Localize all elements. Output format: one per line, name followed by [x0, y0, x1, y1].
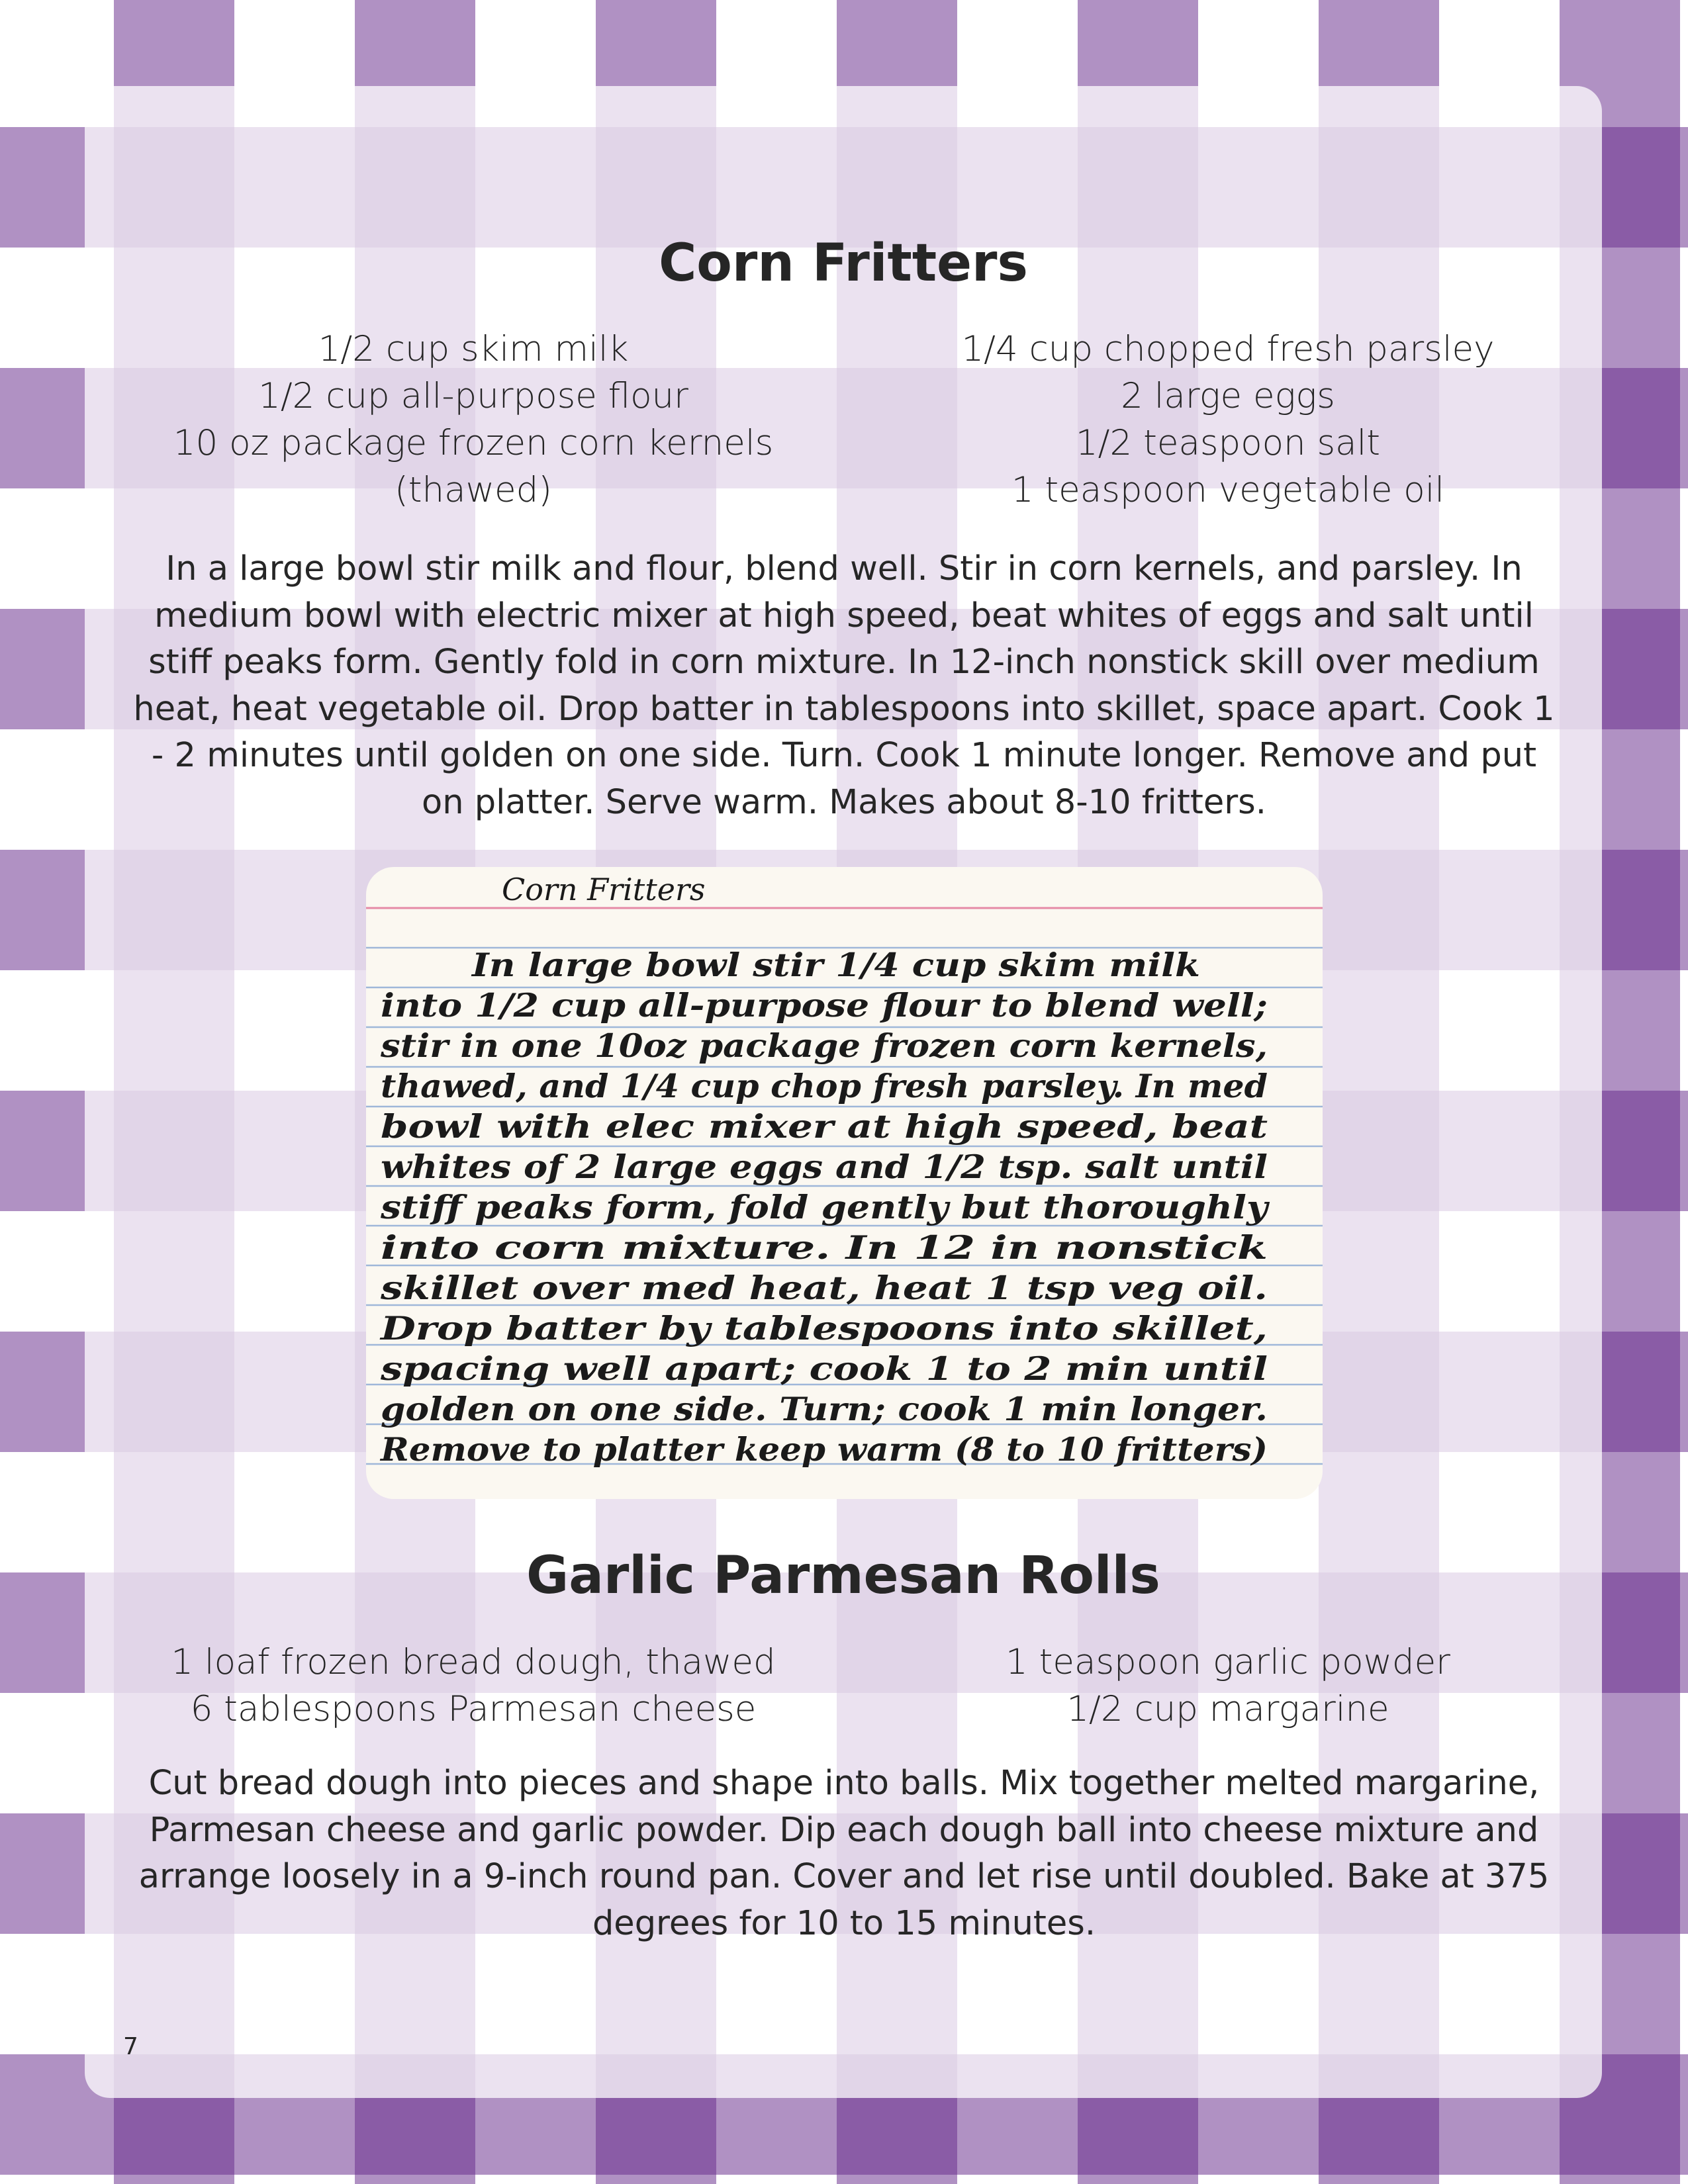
card-handwritten-line: thawed, and 1/4 cup chop fresh parsley. In med [381, 1067, 1268, 1105]
recipe-title-corn-fritters: Corn Fritters [659, 234, 1028, 293]
ingredient-line: 1/4 cup chopped fresh parsley [961, 329, 1495, 369]
ingredient-line: 1/2 cup margarine [1066, 1689, 1389, 1729]
ingredient-line: 1/2 cup skim milk [318, 329, 629, 369]
method-corn-fritters: In a large bowl stir milk and flour, blend well. Stir in corn kernels, and parsley. In medium bowl with electric mixer at high speed, beat whites of eggs and salt until stiff peaks form. Gently fold in corn mixture. In 12-inch nonstick skill over medium heat, heat vegetable oil. Drop batter in tablespoons into skillet, space apart. Cook 1 - 2 minutes until golden on one side. Turn. Cook 1 minute longer. Remove and put on platter. Serve warm. Makes about 8-10 fritters. [133, 549, 1555, 822]
ingredients-left-corn-fritters [152, 326, 794, 514]
ingredient-line: 1 teaspoon garlic powder [1006, 1642, 1450, 1682]
card-handwritten-line: golden on one side. Turn; cook 1 min longer. [381, 1390, 1268, 1428]
ingredient-line: 1 teaspoon vegetable oil [1011, 470, 1445, 510]
card-heading: Corn Fritters [502, 872, 706, 907]
ingredient-line: 6 tablespoons Parmesan cheese [190, 1689, 757, 1729]
card-handwritten-line: skillet over med heat, heat 1 tsp veg oil. [379, 1269, 1268, 1307]
card-handwritten-line: Drop batter by tablespoons into skillet, [379, 1309, 1268, 1347]
card-handwritten-line: Remove to platter keep warm (8 to 10 fritters) [379, 1430, 1268, 1469]
recipe-title-garlic-parmesan-rolls: Garlic Parmesan Rolls [526, 1546, 1160, 1606]
method-garlic-rolls: Cut bread dough into pieces and shape into balls. Mix together melted margarine, Parmesan cheese and garlic powder. Dip each dough ball into cheese mixture and arrange loosely in a 9-inch round pan. Cover and let rise until doubled. Bake at 375 degrees for 10 to 15 minutes. [138, 1764, 1550, 1943]
card-handwritten-line: into 1/2 cup all-purpose flour to blend well; [381, 986, 1268, 1024]
ingredient-line: 10 oz package frozen corn kernels [173, 423, 774, 463]
ingredient-line: 1/2 cup all-purpose flour [258, 376, 688, 416]
card-handwritten-line: bowl with elec mixer at high speed, beat [381, 1107, 1268, 1146]
card-handwritten-line: In large bowl stir 1/4 cup skim milk [470, 946, 1201, 984]
card-handwritten-line: into corn mixture. In 12 in nonstick [381, 1228, 1268, 1267]
card-handwritten-lines [379, 946, 1270, 1469]
ingredients-left-garlic-rolls [152, 1639, 794, 1733]
recipe-card-image [366, 867, 1323, 1499]
ingredients-right-corn-fritters [907, 326, 1549, 514]
ingredients-right-garlic-rolls [907, 1639, 1549, 1733]
ingredient-line: 1 loaf frozen bread dough, thawed [171, 1642, 776, 1682]
ingredient-line: (thawed) [395, 470, 552, 510]
handwritten-recipe-card [366, 867, 1323, 1499]
card-handwritten-line: whites of 2 large eggs and 1/2 tsp. salt until [381, 1148, 1268, 1186]
card-handwritten-line: stiff peaks form, fold gently but thoroughly [379, 1188, 1270, 1226]
card-handwritten-line: spacing well apart; cook 1 to 2 min until [379, 1349, 1268, 1388]
ingredient-line: 2 large eggs [1121, 376, 1335, 416]
page-number: 7 [123, 2033, 138, 2060]
card-handwritten-line: stir in one 10oz package frozen corn kernels, [379, 1026, 1268, 1065]
ingredient-line: 1/2 teaspoon salt [1075, 423, 1381, 463]
